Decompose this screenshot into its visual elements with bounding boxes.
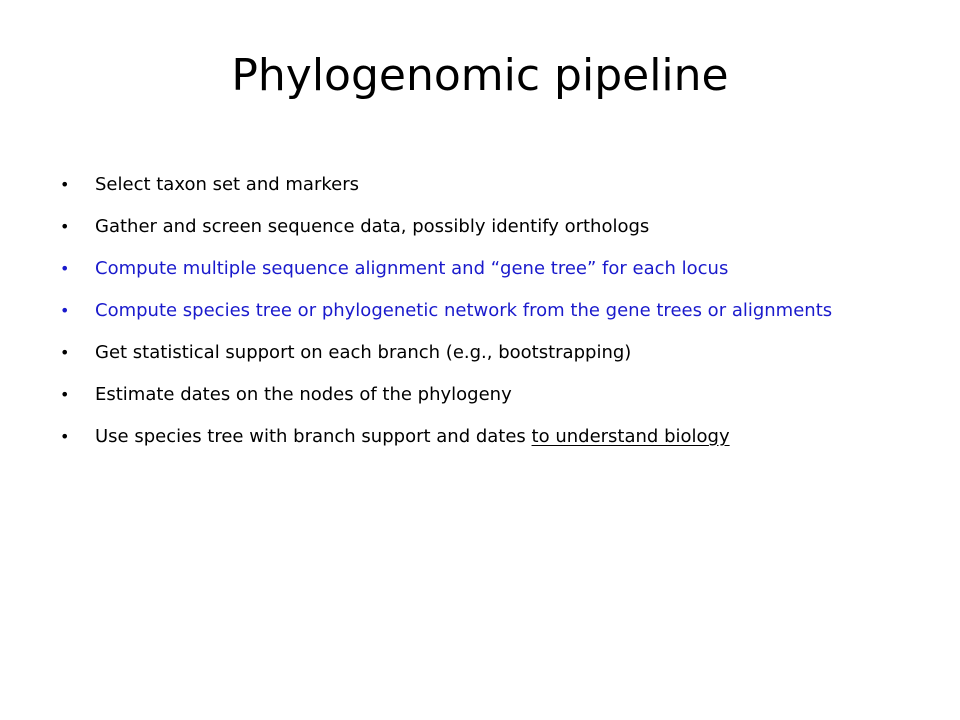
bullet-dot-icon: • [60, 385, 70, 404]
bullet-text-plain: Use species tree with branch support and dates [95, 426, 532, 447]
bullet-dot-icon: • [60, 259, 70, 278]
bullet-text [95, 426, 730, 447]
bullet-item-compute-alignment [60, 256, 880, 281]
bullet-text-underlined: to understand biology [531, 426, 730, 447]
bullet-text: Compute species tree or phylogenetic network from the gene trees or alignments [95, 300, 833, 321]
bullet-list [60, 172, 880, 466]
bullet-item-statistical-support [60, 340, 880, 365]
bullet-text: Select taxon set and markers [95, 174, 359, 195]
slide-title: Phylogenomic pipeline [231, 50, 729, 101]
bullet-dot-icon: • [60, 175, 70, 194]
bullet-dot-icon: • [60, 301, 70, 320]
bullet-item-select-taxon [60, 172, 880, 197]
bullet-text: Gather and screen sequence data, possibly identify orthologs [95, 216, 650, 237]
bullet-dot-icon: • [60, 427, 70, 446]
bullet-item-gather-data [60, 214, 880, 239]
bullet-item-estimate-dates [60, 382, 880, 407]
bullet-text: Estimate dates on the nodes of the phylogeny [95, 384, 512, 405]
bullet-dot-icon: • [60, 343, 70, 362]
bullet-text: Get statistical support on each branch (e.g., bootstrapping) [95, 342, 632, 363]
bullet-text: Compute multiple sequence alignment and “gene tree” for each locus [95, 258, 729, 279]
bullet-item-use-species-tree [60, 424, 880, 449]
bullet-dot-icon: • [60, 217, 70, 236]
bullet-item-compute-species-tree [60, 298, 880, 323]
